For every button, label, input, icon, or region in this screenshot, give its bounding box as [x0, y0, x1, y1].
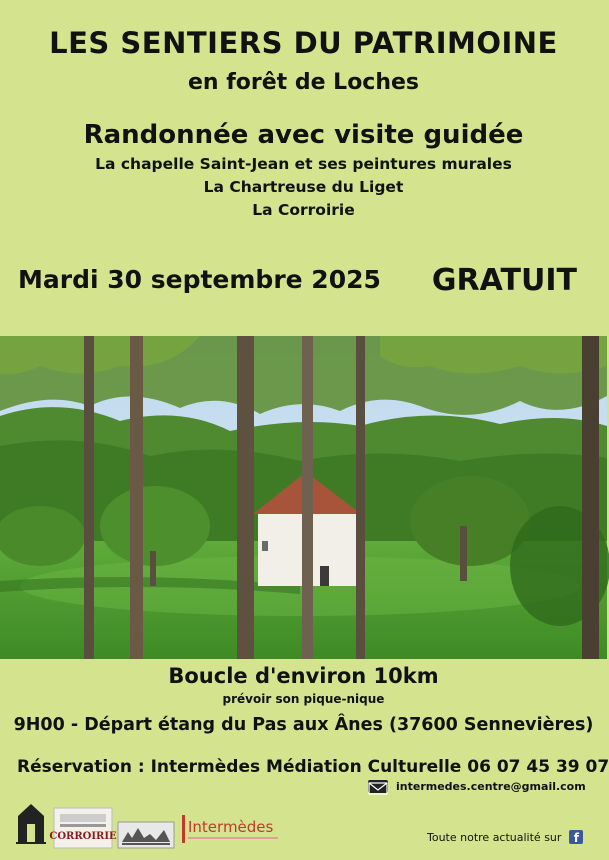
- forest-chapel-illustration: [0, 336, 607, 659]
- start-info: 9H00 - Départ étang du Pas aux Ânes (37600 Sennevières): [13, 715, 594, 735]
- facebook-icon[interactable]: f: [569, 830, 583, 844]
- hike-title: Randonnée avec visite guidée: [83, 120, 524, 150]
- poster-title: LES SENTIERS DU PATRIMOINE: [49, 26, 558, 60]
- price-label: GRATUIT: [431, 263, 577, 298]
- site-chartreuse: La Chartreuse du Liget: [203, 178, 404, 196]
- site-chapelle: La chapelle Saint-Jean et ses peintures murales: [95, 155, 512, 173]
- chapel-logo-icon: [14, 802, 48, 848]
- loop-distance: Boucle d'environ 10km: [168, 664, 439, 688]
- partner-logos: [14, 802, 290, 848]
- site-corroirie: La Corroirie: [252, 201, 355, 219]
- svg-text:CORROIRIE: CORROIRIE: [49, 831, 117, 842]
- forest-photo: [0, 336, 607, 659]
- poster-subtitle: en forêt de Loches: [187, 70, 420, 95]
- email-contact[interactable]: [368, 780, 586, 793]
- booking-info: Réservation : Intermèdes Médiation Culturelle 06 07 45 39 07: [17, 757, 609, 777]
- svg-text:Intermèdes: Intermèdes: [188, 818, 274, 836]
- corroirie-logo: [49, 808, 117, 848]
- intermedes-logo: [180, 812, 284, 848]
- event-date: Mardi 30 septembre 2025: [18, 265, 381, 294]
- village-logo: [118, 822, 174, 848]
- facebook-row[interactable]: [427, 830, 583, 844]
- email-link[interactable]: intermedes.centre@gmail.com: [396, 780, 586, 793]
- envelope-icon: [368, 780, 388, 793]
- facebook-text: Toute notre actualité sur: [427, 830, 562, 844]
- picnic-note: prévoir son pique-nique: [222, 692, 385, 706]
